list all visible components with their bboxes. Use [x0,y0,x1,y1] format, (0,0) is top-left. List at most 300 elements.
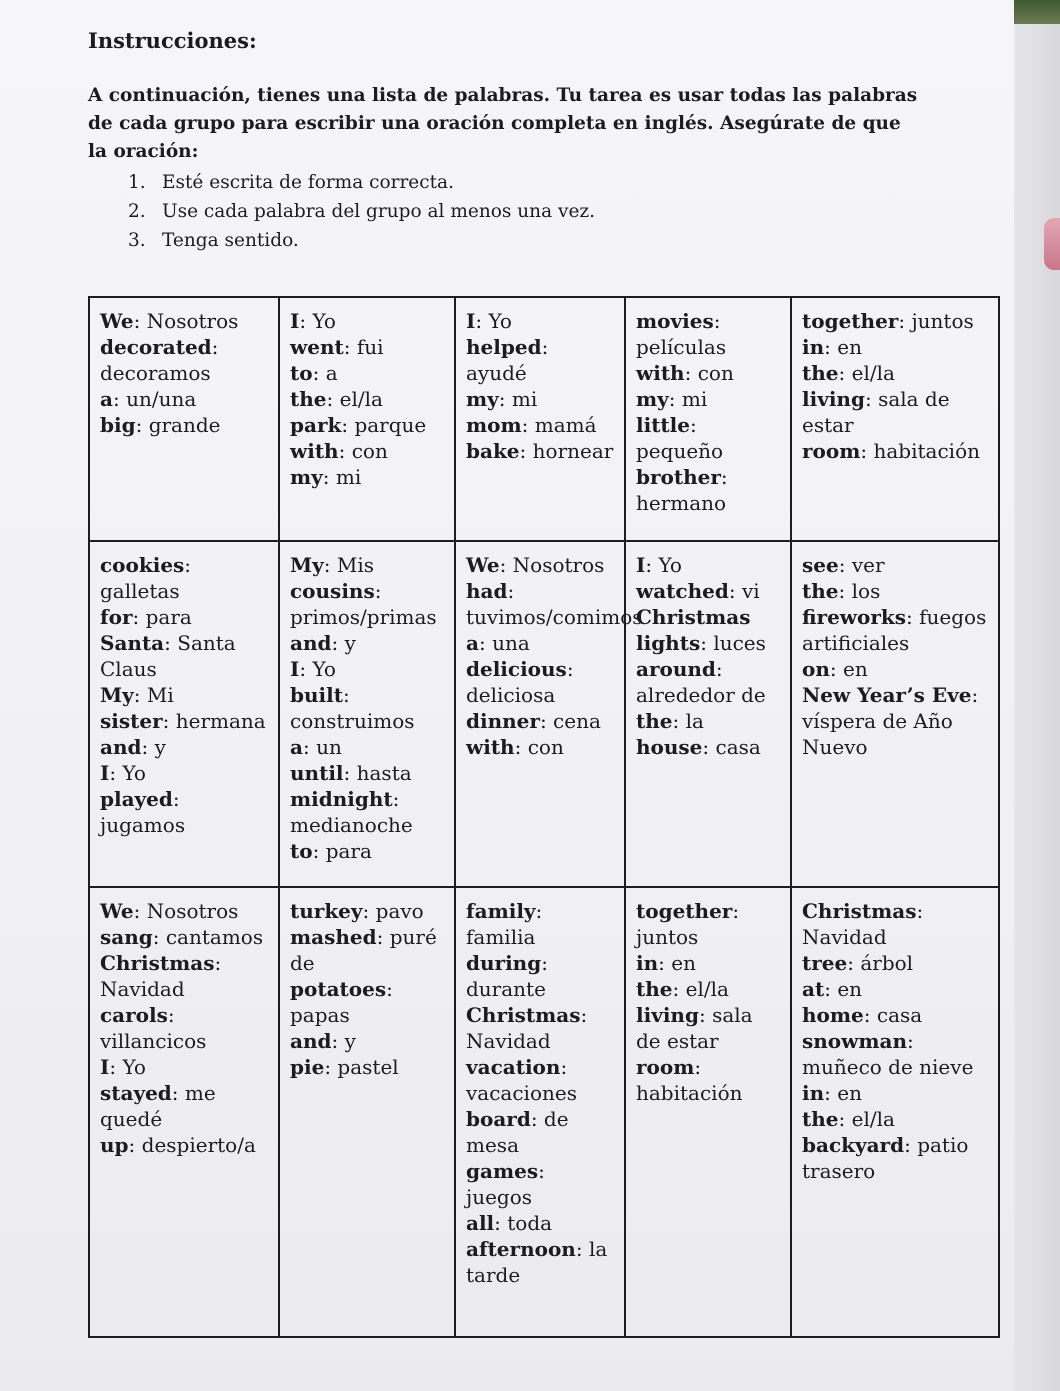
english-word: built [290,683,343,707]
spanish-translation: películas [636,335,727,359]
english-word: in [636,951,659,975]
spanish-translation: y [154,735,166,759]
vocab-entry: afternoon: la tarde [466,1237,608,1287]
vocab-entry: with: con [466,735,564,759]
english-word: all [466,1211,495,1235]
vocab-entry: brother: hermano [636,465,728,515]
spanish-translation: los [851,579,881,603]
vocab-entry: see: ver [802,553,885,577]
word-group-cell [279,297,455,541]
vocab-entry: until: hasta [290,761,412,785]
vocab-entry: mom: mamá [466,413,597,437]
english-word: a [100,387,113,411]
spanish-translation: un/una [126,387,197,411]
spanish-translation: de mesa [466,1107,569,1157]
spanish-translation: juegos [466,1185,533,1209]
english-word: decorated [100,335,212,359]
spanish-translation: pequeño [636,439,724,463]
spanish-translation: en [843,657,868,681]
vocab-entry: in: en [802,1081,862,1105]
paper-edge [1014,0,1060,1391]
vocab-entry: around: alrededor de [636,657,766,707]
vocab-entry: tree: árbol [802,951,914,975]
vocab-entry: cookies: galletas [100,553,192,603]
spanish-translation: familia [466,925,536,949]
english-word: and [290,631,332,655]
english-word: big [100,413,136,437]
vocab-entry: in: en [802,335,862,359]
spanish-translation: para [325,839,372,863]
vocab-entry: family: familia [466,899,543,949]
english-word: delicious [466,657,567,681]
english-word: dinner [466,709,540,733]
spanish-translation: tuvimos/comimos [466,605,643,629]
spanish-translation: hermana [175,709,266,733]
vocab-entry: dinner: cena [466,709,601,733]
english-word: Christmas lights [636,605,751,655]
spanish-translation: parque [354,413,427,437]
spanish-translation: para [145,605,192,629]
requirement-item: 3. Tenga sentido. [128,230,299,251]
english-word: had [466,579,508,603]
word-group-row [89,297,999,541]
spanish-translation: el/la [339,387,383,411]
word-group-cell [455,297,625,541]
vocab-entry: midnight: medianoche [290,787,413,837]
english-word: afternoon [466,1237,576,1261]
spanish-translation: casa [715,735,761,759]
background-object [1044,218,1060,270]
vocab-entry: My: Mis [290,553,375,577]
english-word: the [802,579,839,603]
vocab-entry: Christmas lights: luces [636,605,766,655]
english-word: in [802,335,825,359]
spanish-translation: patio trasero [802,1133,969,1183]
vocab-entry: with: con [290,439,388,463]
spanish-translation: mi [511,387,538,411]
english-word: to [290,839,313,863]
spanish-translation: la [685,709,704,733]
vocab-entry: a: un/una [100,387,197,411]
english-word: turkey [290,899,363,923]
spanish-translation: en [671,951,696,975]
english-word: I [636,553,646,577]
english-word: together [802,309,899,333]
spanish-translation: árbol [860,951,914,975]
vocab-entry: Christmas: Navidad [802,899,924,949]
word-group-cell [625,541,791,887]
spanish-translation: Navidad [802,925,887,949]
english-word: New Year’s Eve [802,683,972,707]
word-group-cell [89,297,279,541]
spanish-translation: hermano [636,491,727,515]
spanish-translation: papas [290,1003,350,1027]
vocab-entry: carols: villancicos [100,1003,207,1053]
english-word: midnight [290,787,393,811]
vocab-entry: the: el/la [802,1107,895,1131]
english-word: potatoes [290,977,387,1001]
spanish-translation: fuegos artificiales [802,605,987,655]
english-word: brother [636,465,721,489]
page-title: Instrucciones: [88,28,257,53]
spanish-translation: habitación [873,439,980,463]
english-word: home [802,1003,864,1027]
vocab-entry: sister: hermana [100,709,266,733]
vocab-entry: the: el/la [290,387,383,411]
spanish-translation: en [837,1081,862,1105]
vocab-entry: We: Nosotros [466,553,605,577]
english-word: for [100,605,133,629]
english-word: played [100,787,173,811]
word-group-cell [625,887,791,1337]
english-word: My [100,683,134,707]
vocab-entry: and: y [290,631,356,655]
english-word: fireworks [802,605,907,629]
english-word: sister [100,709,163,733]
vocab-entry: the: la [636,709,704,733]
spanish-translation: el/la [685,977,729,1001]
vocab-entry: my: mi [290,465,362,489]
vocab-entry: watched: vi [636,579,760,603]
spanish-translation: víspera de Año Nuevo [802,709,953,759]
vocab-entry: to: para [290,839,372,863]
english-word: I [290,657,300,681]
english-word: backyard [802,1133,905,1157]
vocab-entry: New Year’s Eve: víspera de Año Nuevo [802,683,979,759]
vocab-entry: up: despierto/a [100,1133,256,1157]
english-word: movies [636,309,714,333]
instructions-paragraph: A continuación, tienes una lista de palabras. Tu tarea es usar todas las palabras de cada grupo para escribir una oración completa en inglés. Asegúrate de que la oración: [88,85,918,162]
vocab-entry: the: el/la [802,361,895,385]
vocab-entry: movies: películas [636,309,727,359]
english-word: a [466,631,479,655]
english-word: bake [466,439,520,463]
vocab-entry: a: un [290,735,342,759]
spanish-translation: en [837,335,862,359]
english-word: helped [466,335,542,359]
vocab-entry: I: Yo [466,309,512,333]
english-word: together [636,899,733,923]
english-word: and [290,1029,332,1053]
english-word: tree [802,951,848,975]
spanish-translation: toda [507,1211,553,1235]
vocab-entry: the: los [802,579,881,603]
vocab-entry: games: juegos [466,1159,545,1209]
spanish-translation: hornear [532,439,614,463]
english-word: park [290,413,342,437]
vocab-entry: and: y [100,735,166,759]
spanish-translation: Yo [658,553,682,577]
vocab-entry: had: tuvimos/comimos [466,579,643,629]
word-group-cell [791,887,999,1337]
vocab-entry: played: jugamos [100,787,186,837]
spanish-translation: me quedé [100,1081,216,1131]
vocab-entry: during: durante [466,951,548,1001]
english-word: board [466,1107,531,1131]
spanish-translation: habitación [636,1081,743,1105]
vocab-entry: turkey: pavo [290,899,424,923]
english-word: sang [100,925,153,949]
english-word: living [636,1003,699,1027]
english-word: house [636,735,703,759]
word-group-row [89,887,999,1337]
word-group-cell [791,541,999,887]
english-word: pie [290,1055,325,1079]
spanish-translation: ver [851,553,885,577]
spanish-translation: alrededor de [636,683,766,707]
spanish-translation: Mis [336,553,375,577]
english-word: the [802,361,839,385]
spanish-translation: una [492,631,530,655]
english-word: with [466,735,515,759]
english-word: I [100,1055,110,1079]
vocab-entry: and: y [290,1029,356,1053]
english-word: I [100,761,110,785]
vocab-entry: bake: hornear [466,439,614,463]
vocab-entry: a: una [466,631,530,655]
vocab-entry: park: parque [290,413,427,437]
vocab-entry: living: sala de estar [802,387,950,437]
spanish-translation: la tarde [466,1237,608,1287]
english-word: stayed [100,1081,172,1105]
vocab-entry: I: Yo [100,1055,146,1079]
english-word: around [636,657,716,681]
spanish-translation: sala de estar [636,1003,753,1053]
vocab-entry: home: casa [802,1003,923,1027]
english-word: I [290,309,300,333]
english-word: mashed [290,925,377,949]
english-word: with [290,439,339,463]
vocab-entry: together: juntos [636,899,740,949]
spanish-translation: fui [356,335,384,359]
vocab-entry: room: habitación [636,1055,743,1105]
spanish-translation: villancicos [100,1029,207,1053]
spanish-translation: mamá [534,413,597,437]
english-word: at [802,977,825,1001]
vocab-entry: living: sala de estar [636,1003,753,1053]
vocab-entry: Santa: Santa Claus [100,631,236,681]
vocab-entry: my: mi [466,387,538,411]
english-word: my [290,465,323,489]
spanish-translation: Yo [122,761,146,785]
word-group-cell [455,541,643,887]
english-word: little [636,413,690,437]
vocab-entry: board: de mesa [466,1107,569,1157]
word-group-cell [279,887,455,1337]
vocab-entry: I: Yo [100,761,146,785]
vocab-entry: on: en [802,657,868,681]
spanish-translation: galletas [100,579,180,603]
vocab-entry: together: juntos [802,309,974,333]
vocab-entry: potatoes: papas [290,977,393,1027]
english-word: my [466,387,499,411]
spanish-translation: casa [876,1003,923,1027]
english-word: see [802,553,839,577]
spanish-translation: jugamos [100,813,186,837]
english-word: We [100,899,134,923]
vocab-entry: little: pequeño [636,413,724,463]
spanish-translation: el/la [851,361,895,385]
vocab-entry: I: Yo [290,309,336,333]
spanish-translation: puré de [290,925,437,975]
word-groups-table [88,296,1000,1338]
spanish-translation: Nosotros [146,309,239,333]
spanish-translation: con [351,439,388,463]
english-word: Christmas [466,1003,581,1027]
vocab-entry: at: en [802,977,863,1001]
word-group-cell [455,887,625,1337]
word-group-cell [279,541,455,887]
english-word: We [466,553,500,577]
vocab-entry: house: casa [636,735,761,759]
spanish-translation: vacaciones [466,1081,577,1105]
vocab-entry: my: mi [636,387,708,411]
spanish-translation: muñeco de nieve [802,1055,974,1079]
english-word: on [802,657,830,681]
english-word: up [100,1133,129,1157]
vocab-entry: We: Nosotros [100,309,239,333]
spanish-translation: Nosotros [146,899,239,923]
spanish-translation: sala de estar [802,387,950,437]
english-word: the [802,1107,839,1131]
english-word: went [290,335,344,359]
english-word: snowman [802,1029,908,1053]
vocab-entry: went: fui [290,335,384,359]
english-word: games [466,1159,539,1183]
spanish-translation: mi [681,387,708,411]
spanish-translation: pavo [375,899,424,923]
spanish-translation: y [344,1029,356,1053]
english-word: vacation [466,1055,561,1079]
vocab-entry: decorated: decoramos [100,335,219,385]
spanish-translation: un [316,735,342,759]
word-group-cell [791,297,999,541]
spanish-translation: vi [741,579,760,603]
english-word: the [636,709,673,733]
vocab-entry: snowman: muñeco de nieve [802,1029,974,1079]
spanish-translation: en [837,977,863,1001]
spanish-translation: decoramos [100,361,211,385]
vocab-entry: the: el/la [636,977,729,1001]
english-word: watched [636,579,729,603]
english-word: family [466,899,536,923]
spanish-translation: Yo [312,657,336,681]
spanish-translation: Yo [122,1055,146,1079]
english-word: Santa [100,631,165,655]
english-word: during [466,951,542,975]
spanish-translation: juntos [911,309,974,333]
vocab-entry: We: Nosotros [100,899,239,923]
english-word: cookies [100,553,185,577]
spanish-translation: cena [553,709,601,733]
background-corner [1014,0,1060,24]
vocab-entry: cousins: primos/primas [290,579,437,629]
requirement-item: 2. Use cada palabra del grupo al menos una vez. [128,201,596,222]
spanish-translation: ayudé [466,361,527,385]
vocab-entry: big: grande [100,413,221,437]
english-word: cousins [290,579,375,603]
english-word: the [290,387,327,411]
spanish-translation: el/la [851,1107,895,1131]
english-word: with [636,361,685,385]
english-word: My [290,553,324,577]
english-word: and [100,735,142,759]
spanish-translation: cantamos [165,925,264,949]
requirement-item: 1. Esté escrita de forma correcta. [128,172,454,193]
vocab-entry: built: construimos [290,683,415,733]
spanish-translation: Santa Claus [100,631,236,681]
vocab-entry: for: para [100,605,192,629]
spanish-translation: Navidad [100,977,185,1001]
spanish-translation: Nosotros [512,553,605,577]
spanish-translation: pastel [337,1055,399,1079]
spanish-translation: y [344,631,356,655]
spanish-translation: deliciosa [466,683,556,707]
vocab-entry: My: Mi [100,683,174,707]
vocab-entry: helped: ayudé [466,335,549,385]
english-word: until [290,761,344,785]
vocab-entry: fireworks: fuegos artificiales [802,605,987,655]
vocab-entry: with: con [636,361,734,385]
vocab-entry: delicious: deliciosa [466,657,574,707]
vocab-entry: in: en [636,951,696,975]
english-word: living [802,387,865,411]
vocab-entry: I: Yo [636,553,682,577]
spanish-translation: luces [713,631,766,655]
english-word: a [290,735,303,759]
vocab-entry: vacation: vacaciones [466,1055,577,1105]
spanish-translation: durante [466,977,546,1001]
word-group-row [89,541,999,887]
english-word: Christmas [100,951,215,975]
spanish-translation: con [697,361,734,385]
word-group-cell [89,887,279,1337]
vocab-entry: stayed: me quedé [100,1081,216,1131]
english-word: the [636,977,673,1001]
spanish-translation: despierto/a [141,1133,256,1157]
vocab-entry: Christmas: Navidad [100,951,222,1001]
vocab-entry: sang: cantamos [100,925,264,949]
vocab-entry: room: habitación [802,439,980,463]
vocab-entry: pie: pastel [290,1055,399,1079]
english-word: mom [466,413,522,437]
word-group-cell [89,541,279,887]
spanish-translation: con [527,735,564,759]
spanish-translation: hasta [356,761,412,785]
english-word: Christmas [802,899,917,923]
english-word: room [802,439,861,463]
vocab-entry: I: Yo [290,657,336,681]
english-word: I [466,309,476,333]
spanish-translation: a [325,361,338,385]
english-word: to [290,361,313,385]
word-group-cell [625,297,791,541]
english-word: in [802,1081,825,1105]
vocab-entry: Christmas: Navidad [466,1003,588,1053]
spanish-translation: grande [148,413,221,437]
vocab-entry: to: a [290,361,338,385]
english-word: room [636,1055,695,1079]
english-word: my [636,387,669,411]
requirements-list [128,168,595,255]
vocab-entry: backyard: patio trasero [802,1133,969,1183]
vocab-entry: all: toda [466,1211,553,1235]
spanish-translation: Navidad [466,1029,551,1053]
spanish-translation: mi [335,465,362,489]
spanish-translation: juntos [636,925,699,949]
english-word: We [100,309,134,333]
spanish-translation: Yo [488,309,512,333]
